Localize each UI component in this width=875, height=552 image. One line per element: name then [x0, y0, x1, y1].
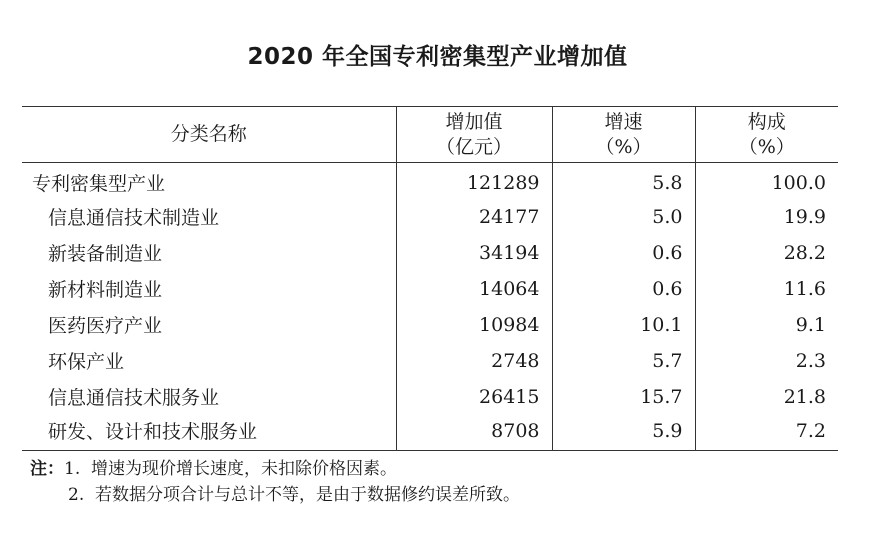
cell-growth-rate: 0.6 [552, 271, 695, 307]
cell-value-added: 14064 [396, 271, 552, 307]
footnote-1 [30, 456, 520, 482]
page-title: 2020 年全国专利密集型产业增加值 [247, 44, 628, 70]
cell-value-added: 2748 [396, 343, 552, 379]
header-unit: （%） [738, 135, 795, 158]
cell-industry-name: 信息通信技术制造业 [48, 207, 220, 229]
header-value-added [396, 107, 552, 163]
header-line1: 分类名称 [170, 123, 247, 145]
header-line1: 构成 [747, 110, 786, 133]
header-unit: （%） [595, 135, 652, 158]
cell-composition: 100.0 [695, 163, 838, 199]
footnote-2 [30, 482, 520, 508]
table-row-total [22, 163, 838, 199]
table-header-row [22, 107, 838, 163]
cell-composition: 11.6 [695, 271, 838, 307]
cell-composition: 9.1 [695, 307, 838, 343]
header-line1: 增加值 [445, 110, 503, 133]
cell-industry-name: 新装备制造业 [48, 243, 163, 265]
cell-industry-name: 信息通信技术服务业 [48, 387, 220, 409]
table-row [22, 343, 838, 379]
cell-value-added: 10984 [396, 307, 552, 343]
cell-composition: 19.9 [695, 199, 838, 235]
table-row [22, 235, 838, 271]
footnote-prefix: 注： [30, 459, 64, 479]
table-row [22, 415, 838, 451]
footnote-text: 1. 增速为现价增长速度，未扣除价格因素。 [64, 459, 398, 479]
table-row [22, 307, 838, 343]
cell-growth-rate: 5.7 [552, 343, 695, 379]
cell-growth-rate: 0.6 [552, 235, 695, 271]
cell-value-added: 8708 [396, 415, 552, 451]
cell-industry-name: 环保产业 [48, 351, 125, 373]
data-table [22, 106, 838, 451]
cell-industry-name: 研发、设计和技术服务业 [22, 415, 396, 451]
cell-growth-rate: 5.0 [552, 199, 695, 235]
cell-composition: 28.2 [695, 235, 838, 271]
cell-value-added: 121289 [396, 163, 552, 199]
header-growth-rate [552, 107, 695, 163]
table-row [22, 199, 838, 235]
cell-composition: 7.2 [695, 415, 838, 451]
header-line1: 增速 [604, 110, 643, 133]
cell-industry-name: 专利密集型产业 [32, 173, 166, 196]
cell-industry-name: 新材料制造业 [48, 279, 163, 301]
cell-growth-rate: 15.7 [552, 379, 695, 415]
header-category-name [22, 107, 396, 163]
cell-value-added: 24177 [396, 199, 552, 235]
footnotes [30, 456, 520, 508]
cell-industry-name: 医药医疗产业 [48, 315, 163, 337]
cell-value-added: 26415 [396, 379, 552, 415]
cell-value-added: 34194 [396, 235, 552, 271]
cell-growth-rate: 5.9 [552, 415, 695, 451]
cell-growth-rate: 10.1 [552, 307, 695, 343]
header-composition [695, 107, 838, 163]
cell-growth-rate: 5.8 [552, 163, 695, 199]
cell-composition: 21.8 [695, 379, 838, 415]
table-row [22, 271, 838, 307]
header-unit: （亿元） [435, 135, 512, 158]
cell-composition: 2.3 [695, 343, 838, 379]
table-row [22, 379, 838, 415]
footnote-text: 2. 若数据分项合计与总计不等，是由于数据修约误差所致。 [68, 485, 521, 505]
